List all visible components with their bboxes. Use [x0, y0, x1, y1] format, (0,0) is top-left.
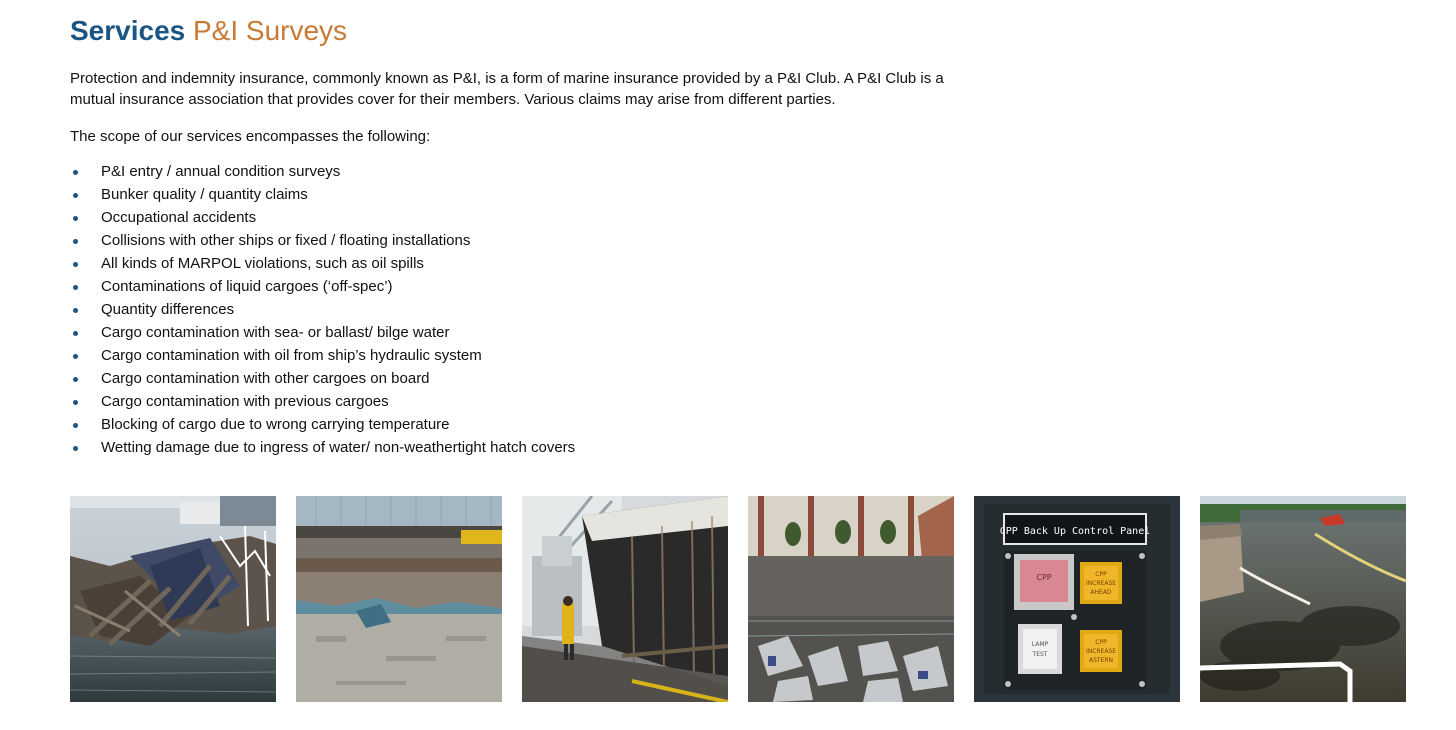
service-item-label: Cargo contamination with previous cargoes — [101, 393, 389, 410]
button-ahead-line3: AHEAD — [1090, 589, 1112, 596]
damaged-pier-photo — [70, 496, 276, 702]
service-item-label: Blocking of cargo due to wrong carrying temperature — [101, 416, 450, 433]
bullet-icon — [73, 170, 78, 175]
service-item-label: Quantity differences — [101, 301, 235, 318]
button-lamp-test-line2: TEST — [1032, 651, 1048, 658]
page-title — [70, 14, 347, 48]
service-item-label: Occupational accidents — [101, 209, 257, 226]
gallery-photo-damaged-pier[interactable] — [70, 496, 276, 702]
service-item-label: Cargo contamination with other cargoes on board — [101, 370, 430, 387]
service-item — [70, 298, 575, 321]
bullet-icon — [73, 193, 78, 198]
photo-gallery — [70, 496, 1410, 702]
control-panel-title: CPP Back Up Control Panel — [999, 526, 1151, 537]
scope-heading: The scope of our services encompasses the following: — [70, 128, 431, 145]
bullet-icon — [73, 354, 78, 359]
service-item-label: Collisions with other ships or fixed / floating installations — [101, 232, 471, 249]
gallery-photo-oil-spill[interactable] — [1200, 496, 1406, 702]
page-title-section: Services — [70, 15, 186, 46]
button-astern-line1: CPP — [1095, 639, 1107, 646]
bullet-icon — [73, 377, 78, 382]
gallery-photo-ship-hull[interactable] — [522, 496, 728, 702]
intro-paragraph: Protection and indemnity insurance, commonly known as P&I, is a form of marine insurance provided by a P&I Club. A P&I Club is a mutual insurance association that provides cover for their members. Various claims may arise from different parties. — [70, 70, 944, 108]
cargo-hold-photo — [748, 496, 954, 702]
service-item — [70, 321, 575, 344]
bullet-icon — [73, 285, 78, 290]
button-ahead-line1: CPP — [1095, 571, 1107, 578]
button-astern-line3: ASTERN — [1088, 657, 1114, 664]
service-item-label: Bunker quality / quantity claims — [101, 186, 308, 203]
service-item — [70, 413, 575, 436]
button-ahead-line2: INCREASE — [1085, 580, 1117, 587]
service-item — [70, 252, 575, 275]
service-item — [70, 275, 575, 298]
bullet-icon — [73, 308, 78, 313]
oil-spill-photo — [1200, 496, 1406, 702]
service-item — [70, 436, 575, 459]
service-item — [70, 367, 575, 390]
bullet-icon — [73, 423, 78, 428]
services-list — [70, 160, 575, 459]
control-panel-photo — [974, 496, 1180, 702]
ship-hull-photo — [522, 496, 728, 702]
bullet-icon — [73, 262, 78, 267]
service-item-label: Contaminations of liquid cargoes (‘off-spec’) — [101, 278, 393, 295]
service-item — [70, 160, 575, 183]
button-astern-line2: INCREASE — [1085, 648, 1117, 655]
gallery-photo-cargo-hold[interactable] — [748, 496, 954, 702]
service-item — [70, 206, 575, 229]
service-item-label: All kinds of MARPOL violations, such as oil spills — [101, 255, 424, 272]
bullet-icon — [73, 446, 78, 451]
page-title-topic: P&I Surveys — [193, 15, 348, 46]
service-item-label: Cargo contamination with sea- or ballast/ bilge water — [101, 324, 450, 341]
bullet-icon — [73, 331, 78, 336]
service-item-label: P&I entry / annual condition surveys — [101, 163, 341, 180]
service-item-label: Wetting damage due to ingress of water/ non-weathertight hatch covers — [101, 439, 576, 456]
button-cpp-label: CPP — [1036, 573, 1052, 582]
button-lamp-test-line1: LAMP — [1031, 641, 1049, 648]
service-item — [70, 344, 575, 367]
service-item — [70, 229, 575, 252]
bullet-icon — [73, 239, 78, 244]
service-item — [70, 390, 575, 413]
quay-damage-photo — [296, 496, 502, 702]
service-item-label: Cargo contamination with oil from ship’s hydraulic system — [101, 347, 482, 364]
bullet-icon — [73, 216, 78, 221]
service-item — [70, 183, 575, 206]
gallery-photo-control-panel[interactable] — [974, 496, 1180, 702]
bullet-icon — [73, 400, 78, 405]
gallery-photo-quay-damage[interactable] — [296, 496, 502, 702]
